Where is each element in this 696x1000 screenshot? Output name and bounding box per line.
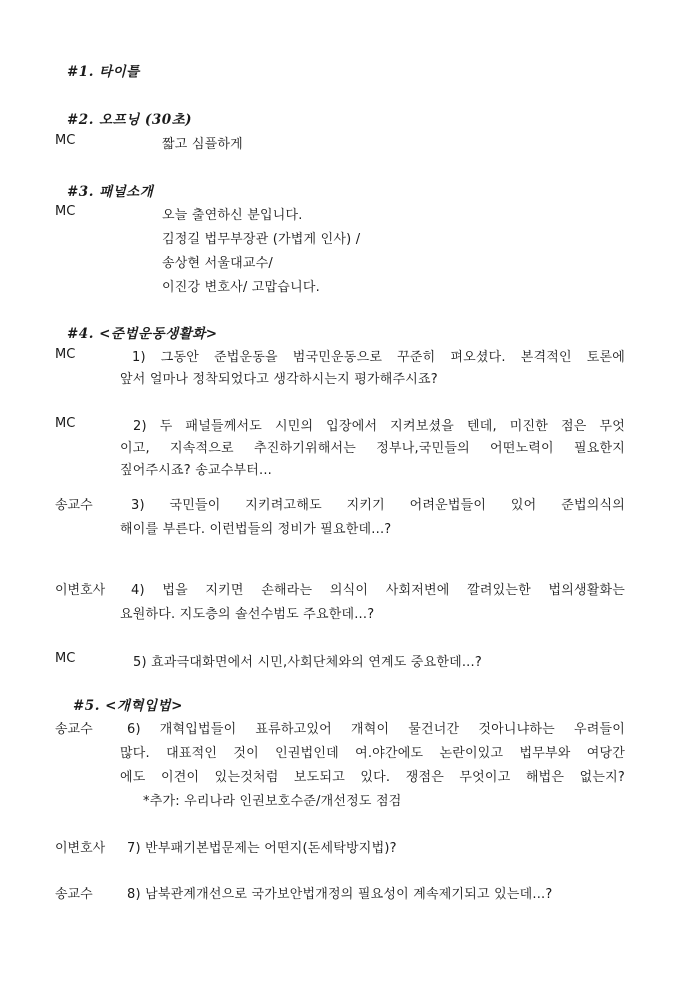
question-5: 5) 효과극대화면에서 시민,사회단체와의 연계도 중요한데...? bbox=[133, 655, 482, 670]
question-line: 에도 이견이 있는것처럼 보도되고 있다. 쟁점은 무엇이고 해법은 없는지? bbox=[120, 770, 625, 785]
question-line: 요원하다. 지도층의 솔선수범도 주요한데...? bbox=[120, 607, 375, 622]
question-4 bbox=[120, 579, 625, 627]
panel-intro-line: 김정길 법무부장관 (가볍게 인사) / bbox=[162, 232, 361, 247]
question-6 bbox=[120, 718, 625, 814]
question-2-speaker: MC bbox=[55, 416, 76, 431]
question-2 bbox=[120, 416, 625, 482]
section-4-heading: #4. <준법운동생활화> bbox=[67, 326, 218, 342]
question-8-speaker: 송교수 bbox=[55, 887, 93, 902]
section-5-heading: #5. <개혁입법> bbox=[73, 698, 183, 714]
question-7: 7) 반부패기본법문제는 어떤지(돈세탁방지법)? bbox=[127, 841, 397, 856]
question-line: 4) 법을 지키면 손해라는 의식이 사회저변에 깔려있는한 법의생활화는 bbox=[131, 583, 625, 598]
question-line: 2) 두 패널들께서도 시민의 입장에서 지켜보셨을 텐데, 미진한 점은 무엇 bbox=[133, 419, 625, 434]
panel-intro-line: 송상현 서울대교수/ bbox=[162, 256, 273, 271]
panel-intro-block bbox=[162, 204, 360, 300]
question-5-speaker: MC bbox=[55, 651, 76, 666]
question-line: 3) 국민들이 지키려고해도 지키기 어려운법들이 있어 준법의식의 bbox=[131, 498, 625, 513]
question-note: *추가: 우리나라 인권보호수준/개선정도 점검 bbox=[143, 794, 402, 809]
section-2-speaker: MC bbox=[55, 133, 76, 148]
question-8: 8) 남북관계개선으로 국가보안법개정의 필요성이 계속제기되고 있는데...? bbox=[127, 887, 553, 902]
question-line: 해이를 부른다. 이런법들의 정비가 필요한데...? bbox=[120, 522, 392, 537]
question-line: 6) 개혁입법들이 표류하고있어 개혁이 물건너간 것아니냐하는 우려들이 bbox=[127, 722, 625, 737]
section-2-heading: #2. 오프닝 (30초) bbox=[67, 112, 193, 128]
question-line: 많다. 대표적인 것이 인권법인데 여.야간에도 논란이있고 법무부와 여당간 bbox=[120, 746, 625, 761]
panel-intro-line: 오늘 출연하신 분입니다. bbox=[162, 208, 303, 223]
question-line: 앞서 얼마나 정착되었다고 생각하시는지 평가해주시죠? bbox=[120, 372, 438, 387]
question-1 bbox=[120, 347, 625, 391]
panel-intro-line: 이진강 변호사/ 고맙습니다. bbox=[162, 280, 320, 295]
question-line: 1) 그동안 준법운동을 범국민운동으로 꾸준히 펴오셨다. 본격적인 토론에 bbox=[132, 350, 625, 365]
question-7-speaker: 이변호사 bbox=[55, 841, 106, 856]
question-6-speaker: 송교수 bbox=[55, 722, 93, 737]
question-1-speaker: MC bbox=[55, 347, 76, 362]
question-3-speaker: 송교수 bbox=[55, 498, 93, 513]
section-2-text: 짧고 심플하게 bbox=[162, 137, 243, 152]
question-3 bbox=[120, 494, 625, 542]
question-4-speaker: 이변호사 bbox=[55, 583, 106, 598]
question-line: 짚어주시죠? 송교수부터... bbox=[120, 463, 273, 478]
section-1-heading: #1. 타이틀 bbox=[67, 64, 140, 80]
section-3-heading: #3. 패널소개 bbox=[67, 184, 154, 200]
section-3-speaker: MC bbox=[55, 204, 76, 219]
question-line: 이고, 지속적으로 추진하기위해서는 정부나,국민들의 어떤노력이 필요한지 bbox=[120, 441, 625, 456]
